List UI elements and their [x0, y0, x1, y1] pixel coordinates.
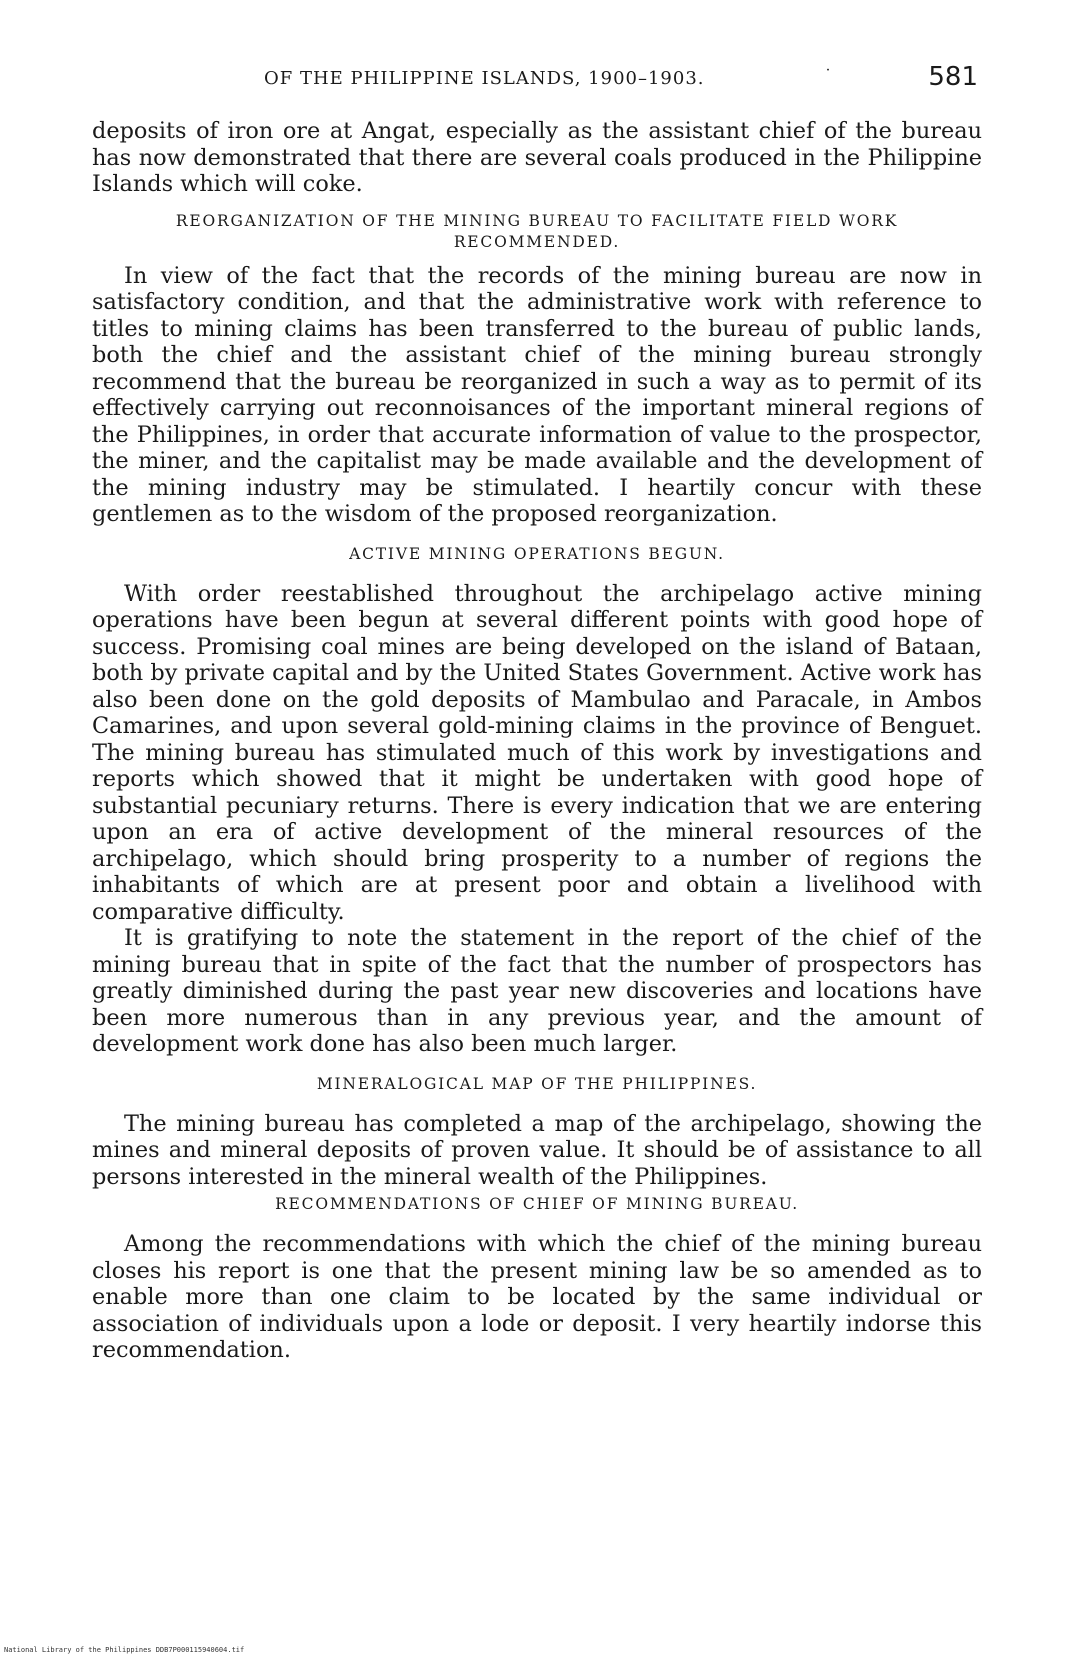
section-heading-active-mining: ACTIVE MINING OPERATIONS BEGUN.: [349, 544, 725, 563]
paragraph-active-mining-2: It is gratifying to note the statement in the report of the chief of the mining bureau that in spite of the fact that the number of prospectors has greatly diminished during the past year new discoveries and locations have been more numerous than in any previous year, and the amount of development work done has also been much larger.: [92, 925, 982, 1057]
page-number: 581: [928, 62, 978, 92]
opening-paragraph: deposits of iron ore at Angat, especially as the assistant chief of the bureau has now demonstrated that there are several coals produced in the Philippine Islands which will coke.: [92, 118, 982, 197]
stray-mark: ˙: [824, 66, 832, 85]
archive-stamp: National Library of the Philippines DDB7P000115940604.tif: [4, 1646, 245, 1654]
running-title: OF THE PHILIPPINE ISLANDS, 1900–1903.: [264, 68, 705, 89]
paragraph-active-mining-1: With order reestablished throughout the archipelago active mining operations have been begun at several different points with good hope of success. Promising coal mines are being developed on the island of Bataan, both by private capital and by the United States Government. Active work has also been done on the gold deposits of Mambulao and Paracale, in Ambos Camarines, and upon several gold-mining claims in the province of Benguet. The mining bureau has stimulated much of this work by investigations and reports which showed that it might be undertaken with good hope of substantial pecuniary returns. There is every indication that we are entering upon an era of active development of the mineral resources of the archipelago, which should bring prosperity to a number of regions the inhabitants of which are at present poor and obtain a livelihood with comparative difficulty.: [92, 580, 982, 925]
paragraph-recommendations: Among the recommendations with which the chief of the mining bureau closes his report is one that the present mining law be so amended as to enable more than one claim to be located by the same individual or association of individuals upon a lode or deposit. I very heartily indorse this recommendation.: [92, 1231, 982, 1363]
section-heading-mineralogical-map: MINERALOGICAL MAP OF THE PHILIPPINES.: [316, 1074, 758, 1093]
section-heading-recommendations: RECOMMENDATIONS OF CHIEF OF MINING BUREAU.: [275, 1195, 799, 1213]
running-header: [88, 62, 978, 96]
section-heading-reorganization: REORGANIZATION OF THE MINING BUREAU TO FACILITATE FIELD WORK RECOMMENDED.: [175, 211, 899, 251]
paragraph-reorganization: In view of the fact that the records of the mining bureau are now in satisfactory condition, and that the administrative work with reference to titles to mining claims has been transferred to the bureau of public lands, both the chief and the assistant chief of the mining bureau strongly recommend that the bureau be reorganized in such a way as to permit of its effectively carrying out reconnoisances of the important mineral regions of the Philippines, in order that accurate information of value to the prospector, the miner, and the capitalist may be made available and the development of the mining industry may be stimulated. I heartily concur with these gentlemen as to the wisdom of the proposed reorganization.: [92, 262, 982, 527]
paragraph-mineralogical-map: The mining bureau has completed a map of the archipelago, showing the mines and mineral deposits of proven value. It should be of assistance to all persons interested in the mineral wealth of the Philippines.: [92, 1110, 982, 1190]
page-body: [92, 118, 982, 1364]
